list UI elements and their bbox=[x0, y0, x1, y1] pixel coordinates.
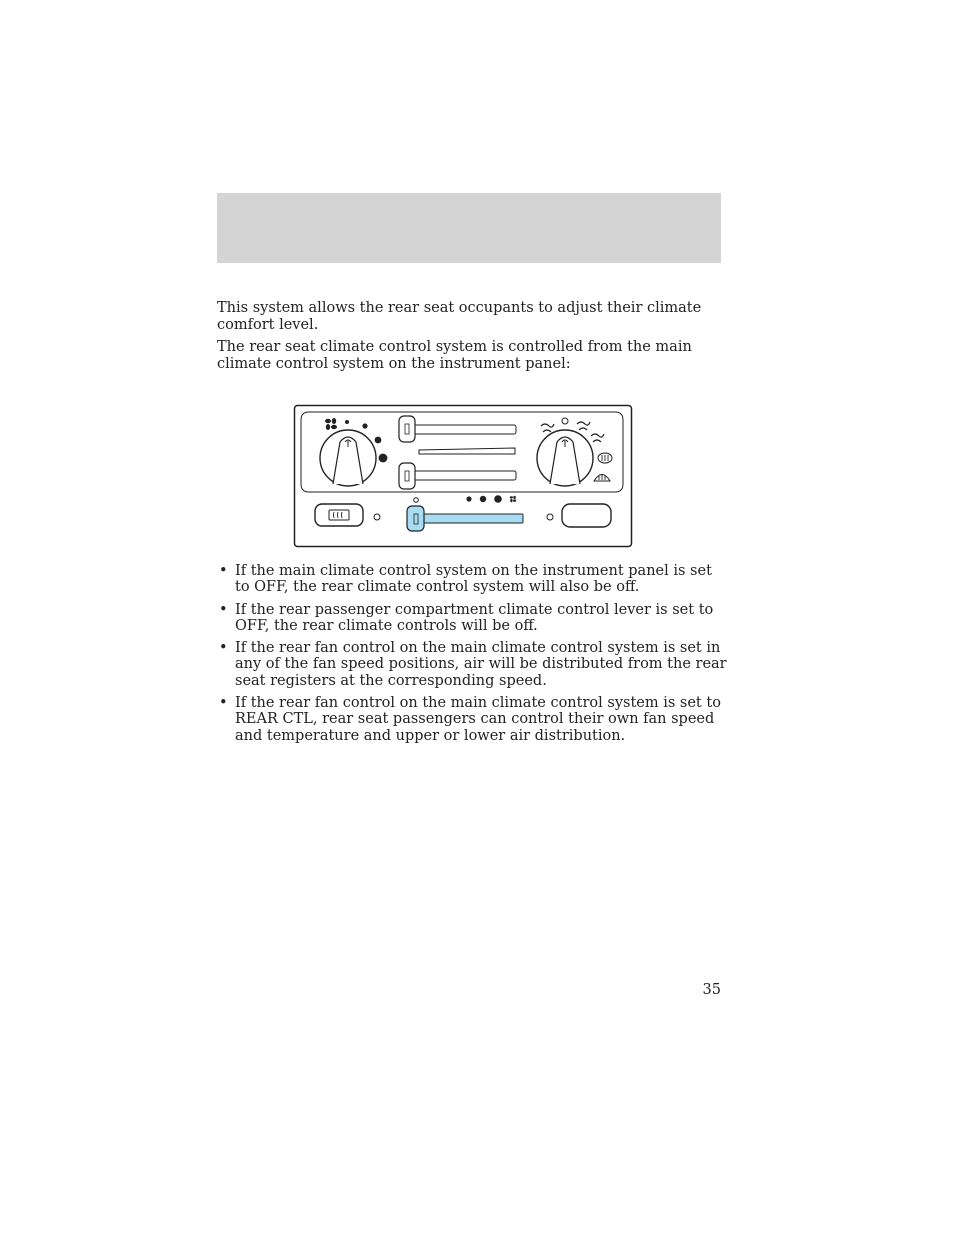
rear-fan-speed-1 bbox=[466, 496, 471, 501]
rear-fan-speed-3 bbox=[494, 495, 502, 503]
section-header-band bbox=[217, 193, 721, 263]
bullet-list bbox=[217, 563, 727, 750]
fan-speed-dot-2 bbox=[362, 423, 367, 428]
rear-fan-off-marker bbox=[414, 498, 419, 503]
mode-indicator-off bbox=[562, 418, 568, 424]
floor-defrost-icon bbox=[598, 453, 612, 463]
control-paragraph: The rear seat climate control system is controlled from the main climate control system on the instrument panel: bbox=[217, 339, 692, 372]
intro-paragraph: This system allows the rear seat occupants to adjust their climate comfort level. bbox=[217, 300, 702, 333]
fan-speed-knob bbox=[320, 430, 376, 486]
rear-fan-speed-2 bbox=[480, 496, 486, 502]
rear-fan-slider-track bbox=[411, 514, 523, 523]
ac-indicator bbox=[547, 514, 553, 520]
mode-knob bbox=[537, 430, 593, 486]
upper-slider-track bbox=[401, 425, 516, 434]
climate-control-panel-diagram bbox=[293, 404, 633, 548]
fan-speed-dot-3 bbox=[375, 437, 382, 444]
fan-speed-dot-1 bbox=[345, 420, 349, 424]
rear-defrost-button bbox=[315, 504, 363, 526]
upper-slider-handle bbox=[399, 416, 415, 442]
ac-button bbox=[562, 504, 611, 527]
lower-slider-handle bbox=[399, 463, 415, 489]
list-item: • If the main climate control system on the instrument panel is set to OFF, the rear climate control system will also be off. bbox=[217, 563, 727, 596]
rear-fan-slider-handle bbox=[407, 506, 424, 531]
list-item: • If the rear passenger compartment climate control lever is set to OFF, the rear climate controls will be off. bbox=[217, 602, 727, 635]
list-item: • If the rear fan control on the main climate control system is set to REAR CTL, rear seat passengers can control their own fan speed and temperature and upper or lower air distribution. bbox=[217, 695, 727, 744]
rear-defrost-icon bbox=[329, 510, 349, 520]
rear-defrost-indicator bbox=[374, 514, 380, 520]
fan-speed-dot-4 bbox=[379, 454, 388, 463]
list-item: • If the rear fan control on the main climate control system is set in any of the fan speed positions, air will be distributed from the rear seat registers at the corresponding speed. bbox=[217, 640, 727, 689]
lower-slider-track bbox=[401, 471, 516, 480]
page-number: 35 bbox=[702, 982, 721, 998]
